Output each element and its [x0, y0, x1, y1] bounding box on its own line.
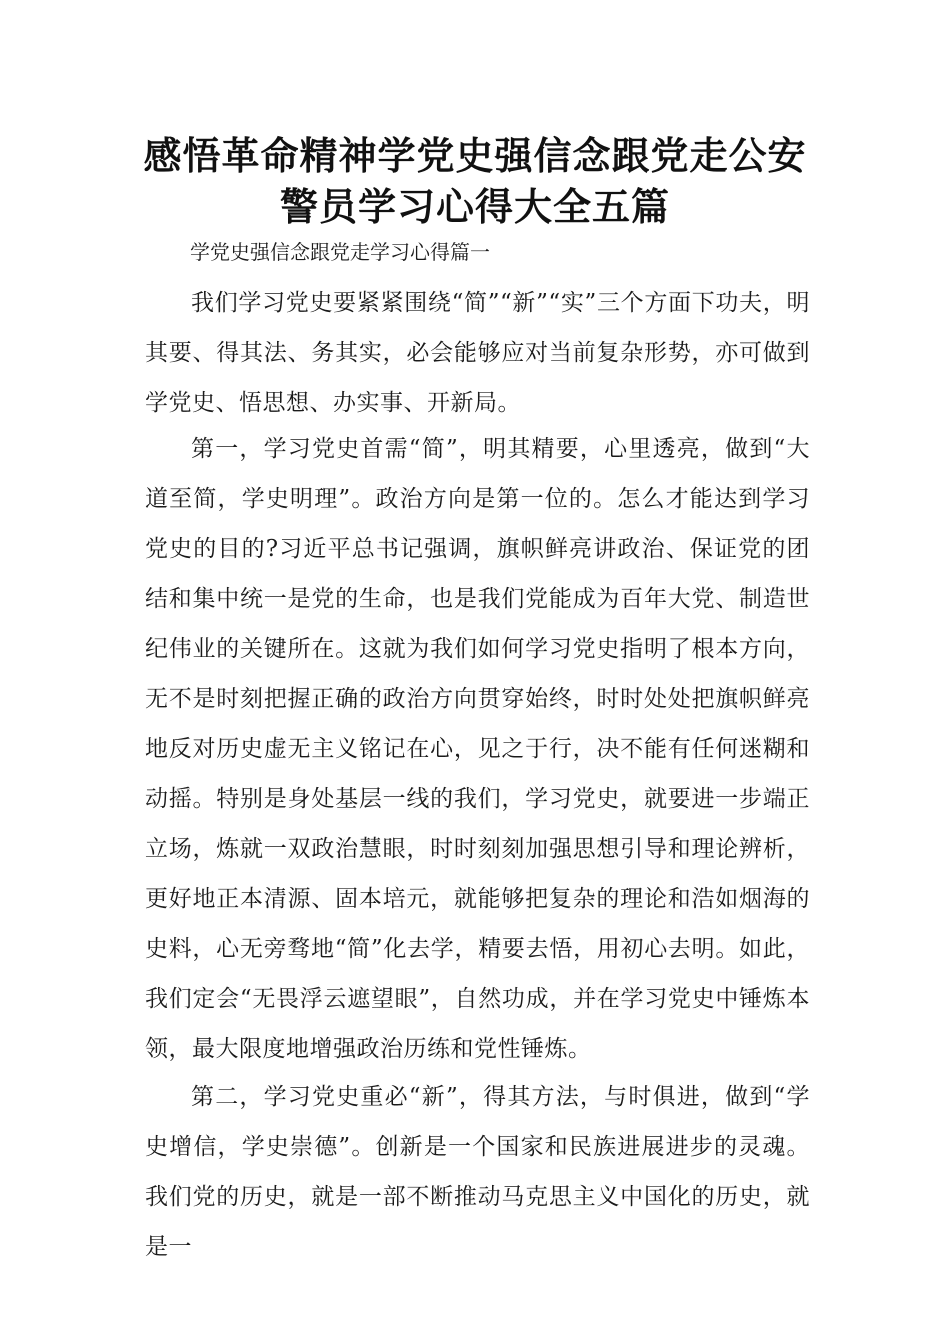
- paragraph-2: 第一，学习党史首需“简”，明其精要，心里透亮，做到“大道至简，学史明理”。政治方向是第一位的。怎么才能达到学习党史的目的?习近平总书记强调，旗帜鲜亮讲政治、保证党的团结和集中统一是党的生命，也是我们党能成为百年大党、制造世纪伟业的关键所在。这就为我们如何学习党史指明了根本方向，无不是时刻把握正确的政治方向贯穿始终，时时处处把旗帜鲜亮地反对历史虚无主义铭记在心，见之于行，决不能有任何迷糊和动摇。特别是身处基层一线的我们，学习党史，就要进一步端正立场，炼就一双政治慧眼，时时刻刻加强思想引导和理论辨析，更好地正本清源、固本培元，就能够把复杂的理论和浩如烟海的史料，心无旁骛地“简”化去学，精要去悟，用初心去明。如此，我们定会“无畏浮云遮望眼”，自然功成，并在学习党史中锤炼本领，最大限度地增强政治历练和党性锤炼。: [145, 436, 810, 1062]
- paragraph-3: 第二，学习党史重必“新”，得其方法，与时俱进，做到“学史增信，学史崇德”。创新是一个国家和民族进展进步的灵魂。我们党的历史，就是一部不断推动马克思主义中国化的历史，就是一: [145, 1084, 810, 1260]
- document-title-line-2: 警员学习心得大全五篇: [279, 185, 670, 229]
- paragraph-1: 我们学习党史要紧紧围绕“简”“新”“实”三个方面下功夫，明其要、得其法、务其实，必会能够应对当前复杂形势，亦可做到学党史、悟思想、办实事、开新局。: [145, 290, 810, 416]
- document-title-line-1: 感悟革命精神学党史强信念跟党走公安: [143, 134, 807, 178]
- section-heading: 学党史强信念跟党走学习心得篇一: [190, 240, 490, 264]
